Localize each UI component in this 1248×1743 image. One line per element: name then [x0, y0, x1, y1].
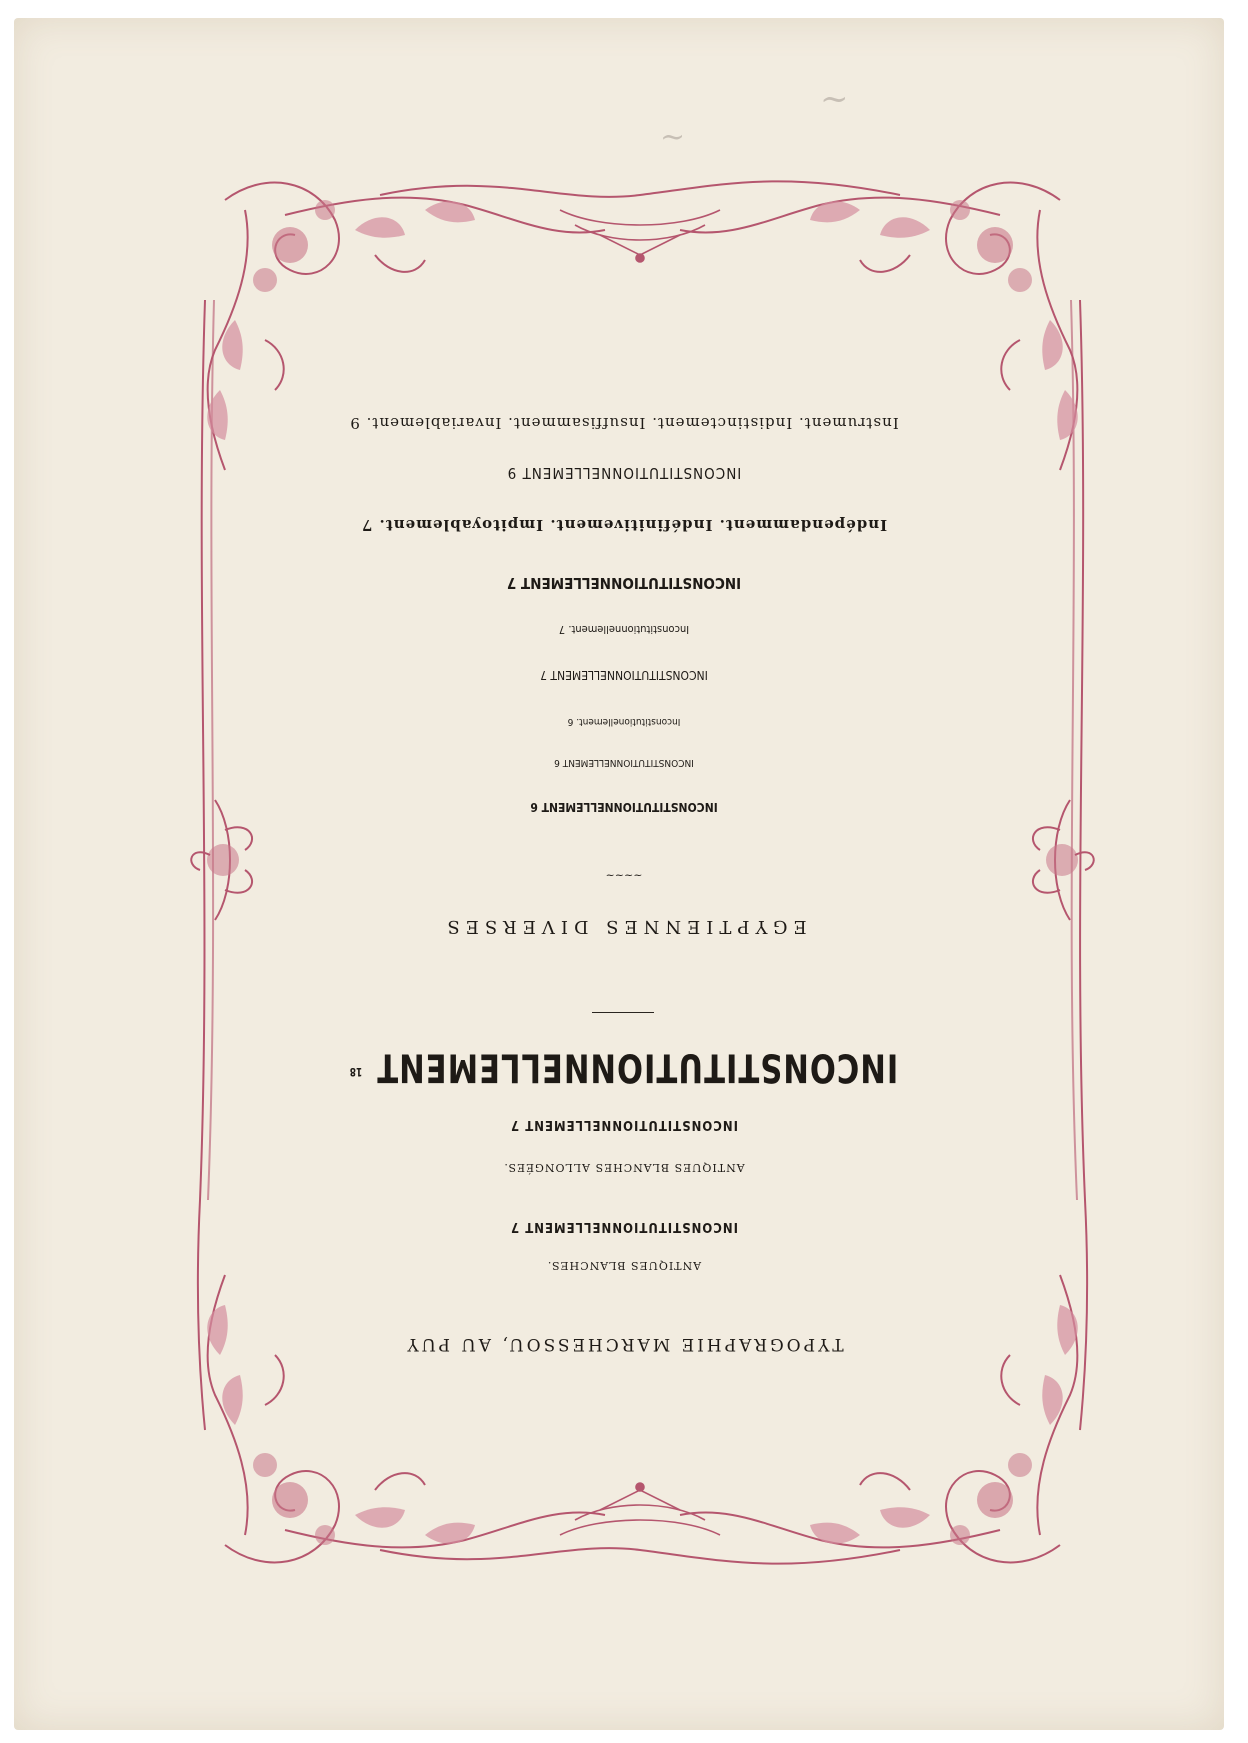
sample-line: INCONSTITUTIONNELLEMENT 6	[554, 757, 694, 768]
floral-side-ornament	[191, 800, 1093, 920]
floral-corner-ornament	[207, 183, 1077, 1563]
pencil-annotation-1: ~	[820, 80, 849, 120]
sample-line: Inconstitutionellement. 6	[567, 716, 681, 727]
section-2-sample: INCONSTITUTIONNELLEMENT 7	[510, 1117, 739, 1132]
printer-name: TYPOGRAPHIE MARCHESSOU, AU PUY	[404, 1334, 844, 1354]
sample-line: Instrument. Indistinctement. Insuffisamment. Invariablement. 9	[349, 414, 899, 432]
section-1-sample: INCONSTITUTIONNELLEMENT 7	[510, 1219, 739, 1234]
pencil-annotation-2: ~	[660, 120, 686, 155]
headline-size: 18	[349, 1065, 363, 1078]
sample-line: INCONSTITUTIONNELLEMENT 7	[540, 668, 708, 682]
sample-line: INCONSTITUTIONNELLEMENT 9	[506, 464, 742, 482]
sample-line: Inconstitutionnellement. 7	[558, 623, 690, 636]
headline-text: INCONSTITUTIONNELLEMENT	[376, 1044, 899, 1090]
section-2-title: ANTIQUES BLANCHES ALLONGÉES.	[503, 1161, 745, 1174]
section-3-title: EGYPTIENNES DIVERSES	[441, 916, 807, 937]
ornament-rule: ~~~~	[605, 869, 643, 882]
center-flourish-ornament	[560, 210, 720, 1535]
border-lines	[198, 181, 1087, 1563]
section-1-title: ANTIQUES BLANCHES.	[546, 1259, 702, 1272]
sample-line: INCONSTITUTIONNELLEMENT 7	[506, 574, 742, 592]
sample-line: INCONSTITUTIONNELLEMENT 6	[530, 800, 718, 814]
sample-line: Indépendamment. Indéfinitivement. Impitoyablement. 7	[360, 516, 888, 534]
